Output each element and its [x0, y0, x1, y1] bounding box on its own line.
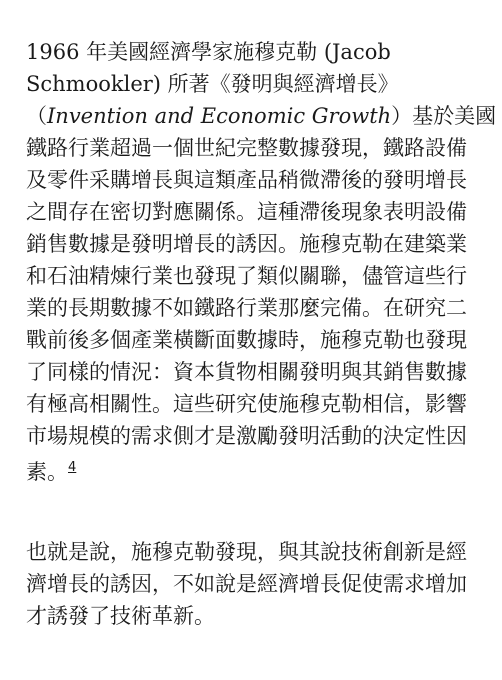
text-segment: ）基於美國	[391, 104, 497, 128]
text-segment: 年美國經濟學家施穆克勒	[79, 40, 324, 64]
text-line	[26, 100, 497, 132]
text-segment: 所著《發明與經濟增長》	[160, 72, 399, 96]
text-line: 銷售數據是發明增長的誘因。施穆克勒在建築業	[26, 232, 467, 256]
text-segment: （	[26, 104, 47, 128]
text-line: 濟增長的誘因，不如說是經濟增長促使需求增加	[26, 572, 467, 596]
text-line: 戰前後多個產業橫斷面數據時，施穆克勒也發現	[26, 328, 467, 352]
author-name: (Jacob	[323, 40, 391, 64]
text-segment: 素。	[26, 460, 68, 484]
text-line: 鐵路行業超過一個世紀完整數據發現，鐵路設備	[26, 136, 467, 160]
paragraph-2	[26, 536, 478, 632]
text-line	[26, 452, 478, 488]
paragraph-1	[26, 36, 497, 488]
text-line: 才誘發了技術革新。	[26, 604, 215, 628]
text-line: 之間存在密切對應關係。這種滯後現象表明設備	[26, 200, 467, 224]
text-line	[26, 36, 478, 68]
text-line: 也就是說，施穆克勒發現，與其說技術創新是經	[26, 540, 467, 564]
footnote-link[interactable]: 4	[68, 460, 77, 475]
book-title: Invention and Economic Growth	[47, 104, 392, 128]
author-name: Schmookler)	[26, 72, 161, 96]
text-line: 業的長期數據不如鐵路行業那麼完備。在研究二	[26, 296, 467, 320]
text-line: 及零件采購增長與這類產品稍微滯後的發明增長	[26, 168, 467, 192]
text-line: 市場規模的需求側才是激勵發明活動的決定性因	[26, 424, 467, 448]
text-line: 了同樣的情況：資本貨物相關發明與其銷售數據	[26, 360, 467, 384]
text-line	[26, 68, 478, 100]
text-line: 有極高相關性。這些研究使施穆克勒相信，影響	[26, 392, 467, 416]
year: 1966	[26, 40, 80, 64]
text-line: 和石油精煉行業也發現了類似關聯，儘管這些行	[26, 264, 467, 288]
